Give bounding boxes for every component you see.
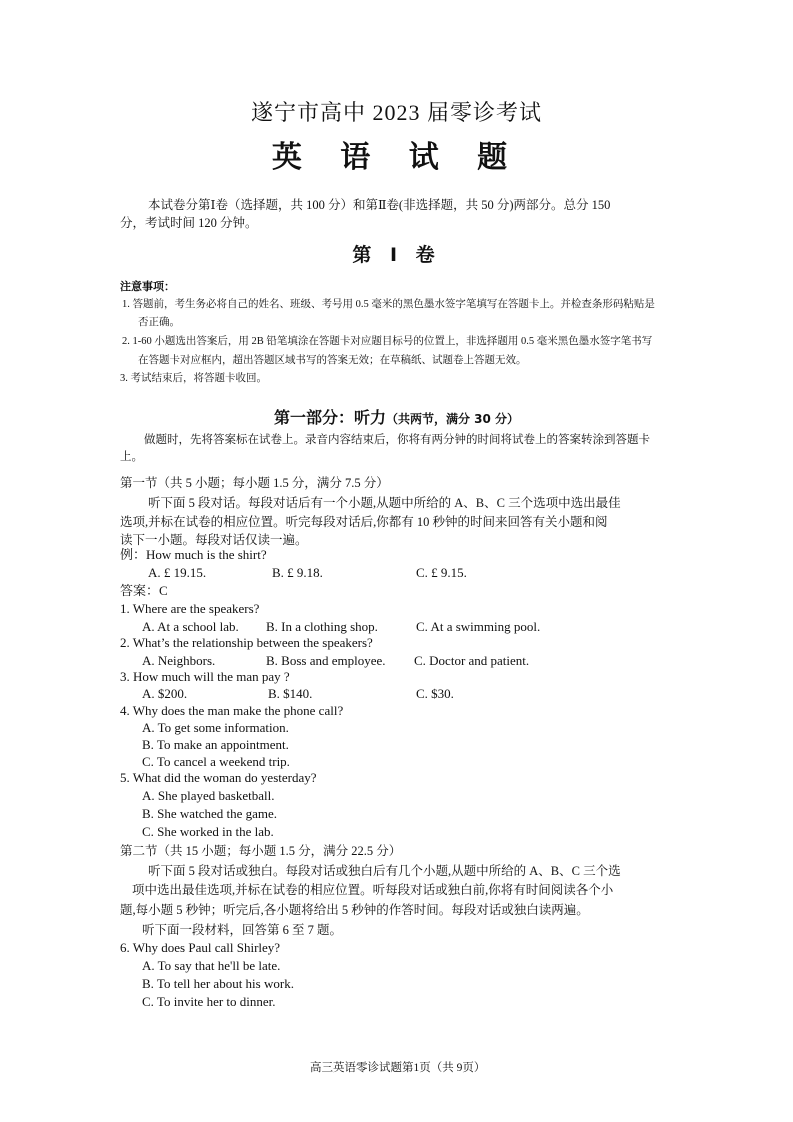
option: A. To say that he'll be late. xyxy=(142,958,281,973)
note-line: 1. 答题前，考生务必将自己的姓名、班级、考号用 0.5 毫米的黑色墨水签字笔填写在答题卡上。并检查条形码粘贴是 xyxy=(122,299,655,310)
option: B. In a clothing shop. xyxy=(266,619,378,634)
question: 4. Why does the man make the phone call? xyxy=(120,703,344,718)
section2-para: 题,每小题 5 秒钟；听完后,各小题将给出 5 秒钟的作答时间。每段对话或独白读两遍。 xyxy=(120,903,589,917)
option: C. Doctor and patient. xyxy=(414,653,530,668)
option: C. To cancel a weekend trip. xyxy=(142,754,290,769)
note-line: 3. 考试结束后，将答题卡收回。 xyxy=(120,373,267,384)
option: A. She played basketball. xyxy=(142,788,275,803)
option: A. $200. xyxy=(142,686,188,701)
option: A. To get some information. xyxy=(142,720,289,735)
subject-title: 英 语 试 题 xyxy=(271,140,522,175)
option: C. To invite her to dinner. xyxy=(142,994,276,1009)
section1-para: 选项,并标在试卷的相应位置。听完每段对话后,你都有 10 秒钟的时间来回答有关小题和阅 xyxy=(120,515,608,529)
note-line: 否正确。 xyxy=(138,317,180,328)
section2-para: 听下面 5 段对话或独白。每段对话或独白后有几个小题,从题中所给的 A、B、C 三个选 xyxy=(148,864,621,878)
question: 6. Why does Paul call Shirley? xyxy=(120,940,281,955)
note-line: 在答题卡对应框内，超出答题区域书写的答案无效；在草稿纸、试题卷上答题无效。 xyxy=(138,355,527,366)
option: C. $30. xyxy=(416,686,454,701)
option: A. £ 19.15. xyxy=(148,565,207,580)
option: C. £ 9.15. xyxy=(416,565,467,580)
option: B. $140. xyxy=(268,686,313,701)
option: C. At a swimming pool. xyxy=(416,619,541,634)
option: B. To make an appointment. xyxy=(142,737,289,752)
section2-heading: 第二节（共 15 小题；每小题 1.5 分，满分 22.5 分） xyxy=(120,844,402,858)
option: B. She watched the game. xyxy=(142,806,278,821)
notes-heading: 注意事项： xyxy=(120,280,175,293)
part1-title: 第一部分：听力 xyxy=(273,408,386,427)
intro-line: 分，考试时间 120 分钟。 xyxy=(120,216,258,230)
question: 3. How much will the man pay ? xyxy=(120,669,290,684)
option: A. Neighbors. xyxy=(142,653,216,668)
option: B. To tell her about his work. xyxy=(142,976,294,991)
question: 2. What’s the relationship between the speakers? xyxy=(120,635,373,650)
section1-heading: 第一节（共 5 小题；每小题 1.5 分，满分 7.5 分） xyxy=(120,476,389,490)
section2-material: 听下面一段材料，回答第 6 至 7 题。 xyxy=(142,923,343,937)
question: 1. Where are the speakers? xyxy=(120,601,260,616)
exam-title: 遂宁市高中 2023 届零诊考试 xyxy=(250,100,542,125)
section1-para: 听下面 5 段对话。每段对话后有一个小题,从题中所给的 A、B、C 三个选项中选出最佳 xyxy=(148,496,621,510)
volume-title: 第 Ⅰ 卷 xyxy=(352,244,441,266)
example-answer: 答案：C xyxy=(120,583,168,598)
option: B. Boss and employee. xyxy=(266,653,386,668)
question: 5. What did the woman do yesterday? xyxy=(120,770,317,785)
part1-intro: 上。 xyxy=(120,451,143,463)
note-line: 2. 1-60 小题选出答案后，用 2B 铅笔填涂在答题卡对应题目标号的位置上，非选择题用 0.5 毫米黑色墨水签字笔书写 xyxy=(122,336,653,347)
section1-para: 读下一小题。每段对话仅读一遍。 xyxy=(120,533,308,547)
part1-heading xyxy=(0,407,793,430)
example-question: 例：How much is the shirt? xyxy=(120,547,267,562)
option: B. £ 9.18. xyxy=(272,565,323,580)
part1-intro: 做题时，先将答案标在试卷上。录音内容结束后，你将有两分钟的时间将试卷上的答案转涂到答题卡 xyxy=(144,434,650,446)
option: C. She worked in the lab. xyxy=(142,824,274,839)
page-footer: 高三英语零诊试题第1页（共 9页） xyxy=(310,1062,486,1074)
intro-line: 本试卷分第Ⅰ卷（选择题，共 100 分）和第Ⅱ卷(非选择题，共 50 分)两部分。总分 150 xyxy=(148,198,611,212)
section2-para: 项中选出最佳选项,并标在试卷的相应位置。听每段对话或独白前,你将有时间阅读各个小 xyxy=(132,883,614,897)
part1-subtitle: （共两节，满分 30 分） xyxy=(385,412,520,426)
option: A. At a school lab. xyxy=(142,619,239,634)
